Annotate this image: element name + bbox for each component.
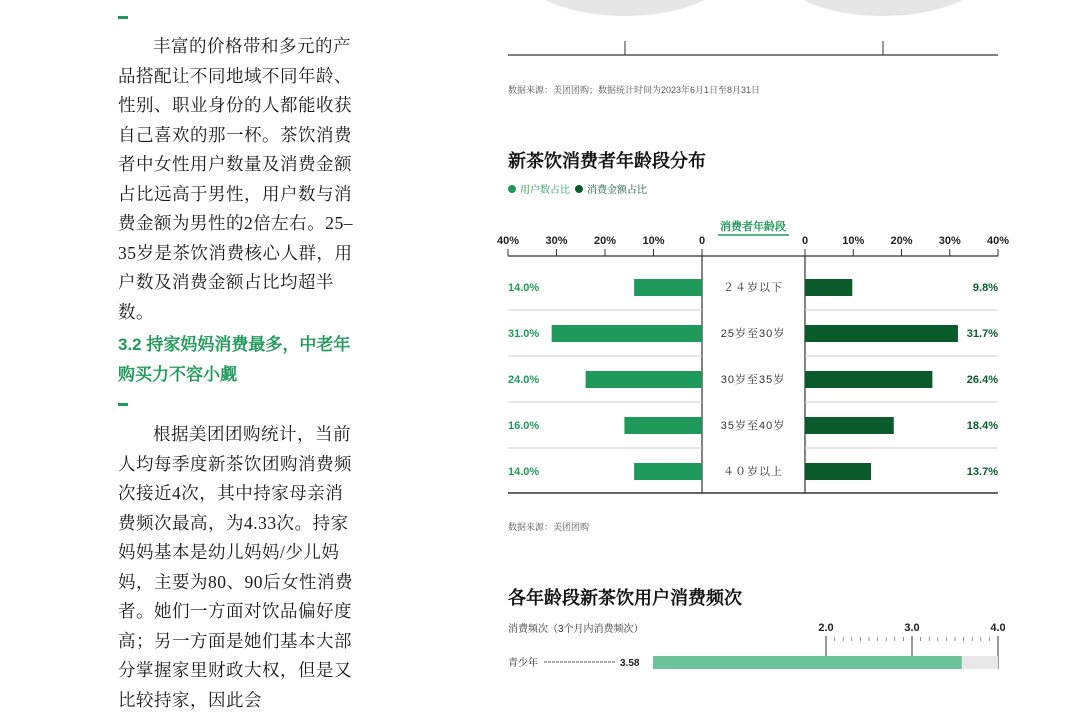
age-category-label: 35岁至40岁 [720,420,786,432]
chart2-subtitle: 消费频次（3个月内消费频次） [508,624,644,635]
users-data-label: 31.0% [508,328,540,340]
center-axis-label: 消费者年龄段 [720,221,786,233]
spend-data-label: 13.7% [966,466,998,478]
paragraph-2: 根据美团团购统计，当前人均每季度新茶饮团购消费频次接近4次，其中持家母亲消费频次最高，为4.33次。持家妈妈基本是幼儿妈妈/少儿妈妈，主要为80、90后女性消费者。她们一方面对饮品偏好度高；另一方面是她们基本大部分掌握家里财政大权，但是又比较持家，因此会 [118,424,353,710]
chart-data-source: 数据来源：美团团购 [508,522,590,532]
legend-label-users: 用户数占比 [520,185,570,196]
chart-title: 新茶饮消费者年龄段分布 [508,151,706,171]
spend-data-label: 31.7% [966,328,998,340]
spend-data-label: 18.4% [966,420,998,432]
freq-tick-label: 4.0 [990,622,1006,634]
left-tick-label: 30% [545,235,568,247]
freq-tick-label: 3.0 [904,622,920,634]
users-data-label: 14.0% [508,282,540,294]
spend-data-label: 9.8% [972,282,998,294]
age-category-label: 30岁至35岁 [720,374,786,386]
right-tick-label: 20% [890,235,913,247]
top-data-source: 数据来源：美团团购；数据统计时间为2023年6月1日至8月31日 [508,85,761,95]
right-tick-label: 30% [938,235,961,247]
right-tick-label: 10% [842,235,865,247]
age-category-label: 25岁至30岁 [720,328,786,340]
left-tick-label: 0 [698,235,706,247]
users-data-label: 16.0% [508,420,540,432]
freq-value-label: 3.58 [620,658,640,669]
left-tick-label: 20% [593,235,617,247]
left-tick-label: 10% [642,235,665,247]
freq-bar [653,656,962,669]
paragraph-1: 丰富的价格带和多元的产品搭配让不同地域不同年龄、性别、职业身份的人都能收获自己喜欢的那一杯。茶饮消费者中女性用户数量及消费金额占比远高于男性，用户数与消费金额为男性的2倍左右。25–35岁是茶饮消费核心人群，用户数及消费金额占比均超半数。 [118,36,353,322]
section-title: 3.2 持家妈妈消费最多，中老年购买力不容小觑 [118,335,351,384]
legend-label-spend: 消费金额占比 [587,185,647,196]
age-category-label: ４０岁以上 [723,466,783,478]
right-tick-label: 40% [986,235,1010,247]
freq-row-label: 青少年 [508,658,538,669]
freq-tick-label: 2.0 [818,622,834,634]
freq-bar-remainder [962,656,998,669]
chart2-title: 各年龄段新茶饮用户消费频次 [508,588,742,608]
left-tick-label: 40% [496,235,520,247]
spend-data-label: 26.4% [966,374,998,386]
users-data-label: 24.0% [508,374,540,386]
right-tick-label: 0 [801,235,809,247]
age-category-label: ２４岁以下 [723,282,783,294]
users-data-label: 14.0% [508,466,540,478]
